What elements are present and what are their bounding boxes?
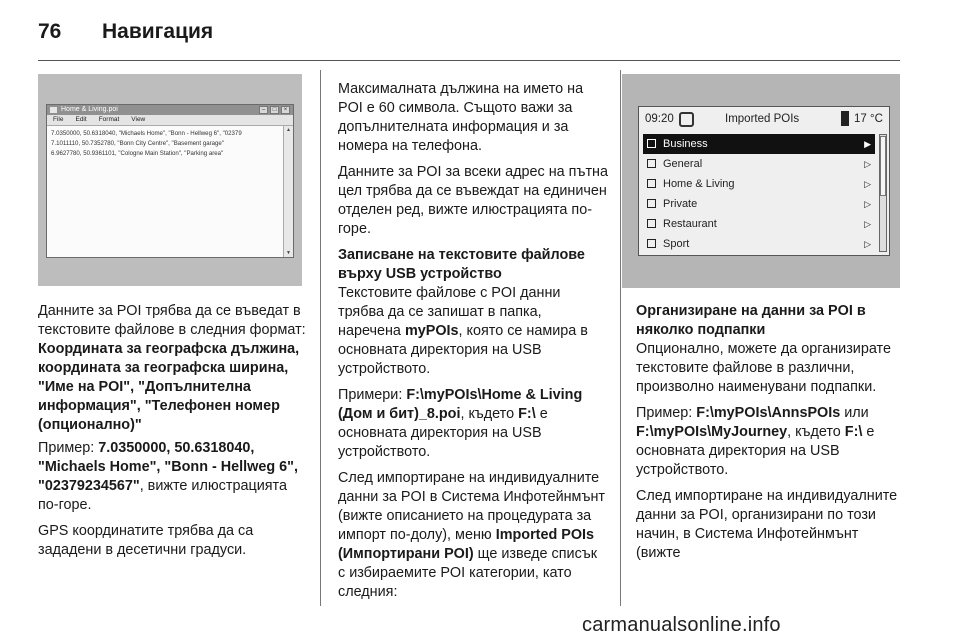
text: ще изведе списък с избираемите POI категории, като следния: <box>338 546 598 600</box>
watermark: carmanualsonline.info <box>582 614 781 636</box>
folder-icon <box>647 179 656 188</box>
list-item[interactable]: General ▷ <box>643 154 875 174</box>
example-path: F:\myPOIs\MyJourney <box>636 424 788 440</box>
folder-name: myPOIs <box>404 323 459 339</box>
column-1 <box>38 302 308 567</box>
scroll-down-icon[interactable]: ▼ <box>286 250 291 256</box>
example-note: , вижте илюстрацията по-горе. <box>38 478 287 513</box>
arrow-right-icon: ▷ <box>864 219 871 229</box>
paragraph: След импортиране на индивидуалните данни за POI, организирани по този начин, в Система Инфотейнмънт (вижте <box>636 488 898 561</box>
text: Текстовите файлове с POI данни трябва да се запишат в папка, наречена <box>338 285 561 339</box>
poi-file-editor-figure <box>38 74 302 286</box>
text: е основната директория на USB устройството. <box>338 406 548 460</box>
section-heading: Организиране на данни за POI в няколко подпапки <box>636 303 866 338</box>
page-number: 76 <box>38 20 62 43</box>
editor-window-title: Home & Living.poi <box>61 106 118 113</box>
imported-pois-figure <box>622 74 900 288</box>
header-rule <box>38 60 900 61</box>
clock-icon <box>679 112 694 127</box>
example-path: F:\myPOIs\Home & Living (Дом и бит)_8.poi <box>338 387 583 422</box>
list-item[interactable]: Home & Living ▷ <box>643 174 875 194</box>
editor-menu-bar <box>47 115 293 126</box>
arrow-right-icon: ▷ <box>864 239 871 249</box>
paragraph: GPS координатите трябва да са зададени в десетични градуси. <box>38 523 254 558</box>
menu-file[interactable]: File <box>53 116 64 123</box>
example-label: Примери: <box>338 387 407 403</box>
notepad-icon <box>50 107 57 113</box>
arrow-right-icon: ▷ <box>864 179 871 189</box>
folder-icon <box>647 139 656 148</box>
text: , където <box>460 406 519 422</box>
column-divider-2 <box>620 70 621 606</box>
status-bar <box>639 107 889 131</box>
close-icon[interactable]: × <box>281 106 290 114</box>
format-description: Координата за географска дължина, координата за географска ширина, "Име на POI", "Допълнителна информация", "Телефонен номер (опционално)" <box>38 341 300 433</box>
scroll-up-icon[interactable]: ▲ <box>286 127 291 133</box>
editor-scrollbar[interactable] <box>283 126 293 257</box>
text: е основната директория на USB устройството. <box>636 424 875 478</box>
folder-icon <box>647 159 656 168</box>
list-item[interactable]: Restaurant ▷ <box>643 214 875 234</box>
editor-title-bar <box>47 105 293 115</box>
paragraph: Данните за POI трябва да се въведат в текстовите файлове в следния формат: <box>38 303 306 338</box>
page-title: Навигация <box>102 20 214 43</box>
arrow-right-icon: ▷ <box>864 199 871 209</box>
column-divider-1 <box>320 70 321 606</box>
example-value: 7.0350000, 50.6318040, "Michaels Home", "Bonn - Hellweg 6", "02379234567" <box>38 440 298 494</box>
list-item[interactable]: Business ▶ <box>643 134 875 154</box>
text-editor-window <box>46 104 294 258</box>
menu-view[interactable]: View <box>131 116 146 123</box>
poi-category-list <box>643 134 875 254</box>
phone-icon <box>841 111 849 126</box>
poi-line: 6.9627780, 50.9361101, "Cologne Main Station", "Parking area" <box>51 150 224 157</box>
paragraph: Данните за POI за всеки адрес на пътна цел трябва да се въвеждат на единичен отделен ред, вижте илюстрацията по-горе. <box>338 164 608 237</box>
list-item[interactable]: Private ▷ <box>643 194 875 214</box>
minimize-icon[interactable]: – <box>259 106 268 114</box>
section-heading: Записване на текстовите файлове върху USB устройство <box>338 247 585 282</box>
example-label: Пример: <box>38 440 99 456</box>
arrow-right-icon: ▶ <box>864 139 871 149</box>
text: или <box>840 405 869 421</box>
text: След импортиране на индивидуалните данни за POI в Система Инфотейнмънт (вижте описанието на процедурата за импорт по-долу), меню <box>338 470 605 543</box>
drive-letter: F:\ <box>844 424 863 440</box>
text: , която се намира в основната директория на USB устройството. <box>338 323 588 377</box>
folder-icon <box>647 219 656 228</box>
infotainment-screen <box>638 106 890 256</box>
temperature: 17 °C <box>854 113 883 125</box>
column-2 <box>338 80 608 609</box>
menu-name: Imported POIs (Импортирани POI) <box>338 527 595 562</box>
menu-format[interactable]: Format <box>98 116 120 123</box>
screen-title: Imported POIs <box>725 113 800 125</box>
example-label: Пример: <box>636 405 697 421</box>
list-scrollbar[interactable] <box>879 134 887 252</box>
poi-line: 7.1011110, 50.7352780, "Bonn City Centre", "Basement garage" <box>51 140 224 147</box>
editor-text-area[interactable] <box>47 126 283 257</box>
arrow-right-icon: ▷ <box>864 159 871 169</box>
clock-time: 09:20 <box>645 113 674 125</box>
scroll-thumb[interactable] <box>880 136 886 196</box>
folder-icon <box>647 239 656 248</box>
example-path: F:\myPOIs\AnnsPOIs <box>696 405 841 421</box>
text: , където <box>787 424 845 440</box>
menu-edit[interactable]: Edit <box>75 116 87 123</box>
poi-line: 7.0350000, 50.6318040, "Michaels Home", "Bonn - Hellweg 6", "02379 <box>51 130 242 137</box>
drive-letter: F:\ <box>518 406 536 422</box>
paragraph: Опционално, можете да организирате текстовите файлове в различни, произволно наименувани подпапки. <box>636 341 891 395</box>
folder-icon <box>647 199 656 208</box>
paragraph: Максималната дължина на името на POI е 60 символа. Същото важи за допълнителната информация и за номера на телефона. <box>338 81 584 154</box>
list-item[interactable]: Sport ▷ <box>643 234 875 254</box>
maximize-icon[interactable]: □ <box>270 106 279 114</box>
column-3 <box>636 302 906 570</box>
